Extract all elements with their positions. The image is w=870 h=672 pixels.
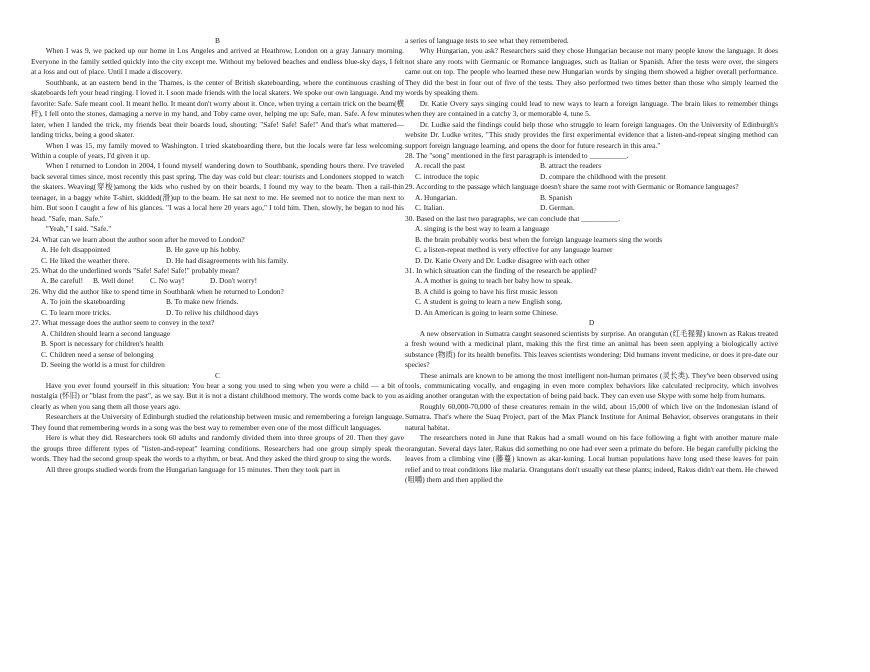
option-25a: A. Be careful! <box>41 276 84 286</box>
passage-c-paragraph-4-continued: a series of language tests to see what they remembered. <box>405 36 569 45</box>
option-31b: B. A child is going to have his first music lesson <box>415 286 558 296</box>
option-29a: A. Hungarian. <box>415 192 458 202</box>
section-c-heading: C <box>215 370 220 380</box>
option-28b: B. attract the readers <box>540 161 602 171</box>
question-28: 28. The "song" mentioned in the first paragraph is intended to __________. <box>405 150 629 160</box>
question-30: 30. Based on the last two paragraphs, we can conclude that __________. <box>405 213 621 223</box>
option-26b: B. To make new friends. <box>166 297 239 307</box>
passage-b-paragraph-1: When I was 9, we packed up our home in Los Angeles and arrived at Heathrow, London on a gray January morning. Everyone in the family settled quickly into the city except me. Without my beloved beaches and endless blue-sky days, I felt at a loss and out of place. Until I made a discovery. <box>31 46 404 77</box>
question-24-options <box>31 245 404 266</box>
question-29: 29. According to the passage which language doesn't share the same root with Germanic or Romance languages? <box>405 182 739 192</box>
question-31: 31. In which situation can the finding of the research be applied? <box>405 265 597 275</box>
option-30a: A. singing is the best way to learn a language <box>415 224 550 234</box>
passage-b-paragraph-4: When I returned to London in 2004, I found myself wandering down to Southbank, spending hours there. I've traveled back several times since, most recently this past spring. The day was cold but clear: tourists and Londoners stopped to watch the skaters. Weaving(穿梭)among the kids who rushed by on their boards, I found my way to the beam. Then a rail-thin teenager, in a baggy white T-shirt, skidded(滑)up to the beam. He sat next to me. He seemed not to notice the man next to him. But soon I caught a few of his glances. "I was a local here 20 years ago," I told him. Then, slowly, he began to nod his head. "Safe, man. Safe." <box>31 161 404 223</box>
option-28d: D. compare the childhood with the present <box>540 171 666 181</box>
question-25-options <box>31 276 404 286</box>
passage-b-paragraph-2: Southbank, at an eastern bend in the Thames, is the center of British skateboarding, where the continuous crashing of skateboards left your head ringing. I loved it. I soon made friends with the local skaters. We spoke our own language. And my favorite: Safe. Safe meant cool. It meant hello. It meant don't worry about it. Once, when trying a certain trick on the beam(横杆), I fell onto the stones, damaging a nerve in my hand, and Toby came over, helping me up: Safe, man. Safe. A few minutes later, when I landed the trick, my friends beat their boards loud, shouting: "Safe! Safe! Safe!" And that's what mattered—landing tricks, being a good skater. <box>31 77 404 140</box>
option-25c: C. No way! <box>150 276 185 286</box>
option-31c: C. A student is going to learn a new English song. <box>415 297 563 307</box>
section-d-heading: D <box>588 318 595 328</box>
passage-c-paragraph-4: All three groups studied words from the Hungarian language for 15 minutes. Then they took part in <box>45 464 340 474</box>
option-24b: B. He gave up his hobby. <box>166 245 241 255</box>
question-26-options <box>31 297 404 318</box>
question-27: 27. What message does the author seem to convey in the text? <box>31 318 215 328</box>
option-27b: B. Sport is necessary for children's health <box>41 339 164 349</box>
option-29c: C. Italian. <box>415 203 445 213</box>
option-30c: C. a listen-repeat method is very effective for any language learner <box>415 245 613 255</box>
question-26: 26. Why did the author like to spend time in Southbank when he returned to London? <box>31 286 284 296</box>
option-25b: B. Well done! <box>93 276 134 286</box>
option-30d: D. Dr. Katie Overy and Dr. Ludke disagree with each other <box>415 255 590 265</box>
passage-d-paragraph-1: A new observation in Sumatra caught seasoned scientists by surprise. An orangutan (红毛猩猩) known as Rakus treated a fresh wound with a medicinal plant, making this the first time an animal has been seen applying a biologically active substance (物质) for its health benefits. This leaves scientists wondering: Did humans invent medicine, or does it pre-date our species? <box>405 328 778 370</box>
passage-c-paragraph-1: Have you ever found yourself in this situation: You hear a song you used to sing when you were a child — a bit of nostalgia (怀旧) or "blast from the past", as we say. But it is not a distant childhood memory. The words come back to you as clearly as when you sang them all those years ago. <box>31 380 404 411</box>
option-24c: C. He liked the weather there. <box>41 255 130 265</box>
option-27a: A. Children should learn a second language <box>41 328 171 338</box>
question-25: 25. What do the underlined words "Safe! Safe! Safe!" probably mean? <box>31 265 240 275</box>
passage-d-paragraph-4: The researchers noted in June that Rakus had a small wound on his face following a fight with another mature male orangutan. Several days later, Rakus did something no one had ever seen a primate do before. He began carefully picking the leaves from a climbing vine (藤蔓) known as akar-kuning. Local human populations have long used these leaves for pain relief and to treat conditions like malaria. Orangutans don't usually eat these plants; indeed, Rakus didn't eat them. He chewed (咀嚼) them and then applied the <box>405 433 778 485</box>
section-b-heading: B <box>215 36 220 45</box>
option-31d: D. An American is going to learn some Chinese. <box>415 307 558 317</box>
left-column <box>31 36 404 475</box>
passage-c-paragraph-6: Dr. Katie Overy says singing could lead to new ways to learn a foreign language. The brain likes to remember things when they are contained in a catchy 3, or memorable 4, tune 5. <box>405 98 778 119</box>
question-29-options <box>405 193 778 214</box>
option-27c: C. Children need a sense of belonging <box>41 349 154 359</box>
option-29b: B. Spanish <box>540 192 573 202</box>
passage-c-paragraph-7: Dr. Ludke said the findings could help those who struggle to learn foreign languages. On the University of Edinburgh's website Dr. Ludke writes, "This study provides the first experimental evidence that a listen-and-repeat singing method can support foreign language learning, and opens the door for future research in this area." <box>405 119 778 150</box>
option-30b: B. the brain probably works best when the foreign language learners sing the words <box>415 234 663 244</box>
passage-b-paragraph-5: "Yeah," I said. "Safe." <box>45 224 112 234</box>
passage-b-paragraph-3: When I was 15, my family moved to Washington. I tried skateboarding there, but the locals were far less welcoming. Within a couple of years, I'd given it up. <box>31 140 404 160</box>
question-28-options <box>405 161 778 182</box>
passage-d-paragraph-2: These animals are known to be among the most intelligent non-human primates (灵长类). They've been observed using tools, communicating vocally, and engaging in even more complex behaviors like calculated reciprocity, which involves aiding another orangutan with the expectation of being paid back. They can even use Skype with some help from humans. <box>405 370 778 401</box>
option-29d: D. German. <box>540 203 575 213</box>
option-24d: D. He had disagreements with his family. <box>166 255 289 265</box>
option-24a: A. He felt disappointed <box>41 245 110 255</box>
passage-c-paragraph-3: Here is what they did. Researchers took 60 adults and randomly divided them into three groups of 20. Then they gave the groups three different types of "listen-and-repeat" learning conditions. Researchers had one group simply speak the words. They had the second group speak the words to a rhythm, or beat. And they asked the third group to sing the words. <box>31 433 404 464</box>
option-26c: C. To learn more tricks. <box>41 307 111 317</box>
option-31a: A. A mother is going to teach her baby how to speak. <box>415 276 573 286</box>
passage-d-paragraph-3: Roughly 60,000-70,000 of these creatures remain in the wild, about 15,000 of which live on the Indonesian island of Sumatra. That's where the Suaq Project, part of the Max Planck Institute for Animal Behavior, observes orangutans in their natural habitat. <box>405 401 778 432</box>
question-24: 24. What can we learn about the author soon after he moved to London? <box>31 234 245 244</box>
option-26a: A. To join the skateboarding <box>41 297 126 307</box>
option-25d: D. Don't worry! <box>210 276 258 286</box>
option-26d: D. To relive his childhood days <box>166 307 259 317</box>
option-28c: C. introduce the topic <box>415 171 480 181</box>
right-column <box>405 36 778 485</box>
option-27d: D. Seeing the world is a must for children <box>41 360 165 370</box>
option-28a: A. recall the past <box>415 161 466 171</box>
passage-c-paragraph-2: Researchers at the University of Edinburgh studied the relationship between music and remembering a foreign language. They found that remembering words in a song was the best way to remember even one of the most difficult languages. <box>31 412 404 432</box>
passage-c-paragraph-5: Why Hungarian, you ask? Researchers said they chose Hungarian because not many people know the language. It does not share any roots with Germanic or Romance languages, such as Italian or Spanish. After the tests were over, the singers came out on top. The people who learned these new Hungarian words by singing them showed a higher overall performance. They did the best in four out of five of the tests. They also performed two times better than those who simply learned the words by speaking them. <box>405 46 778 98</box>
